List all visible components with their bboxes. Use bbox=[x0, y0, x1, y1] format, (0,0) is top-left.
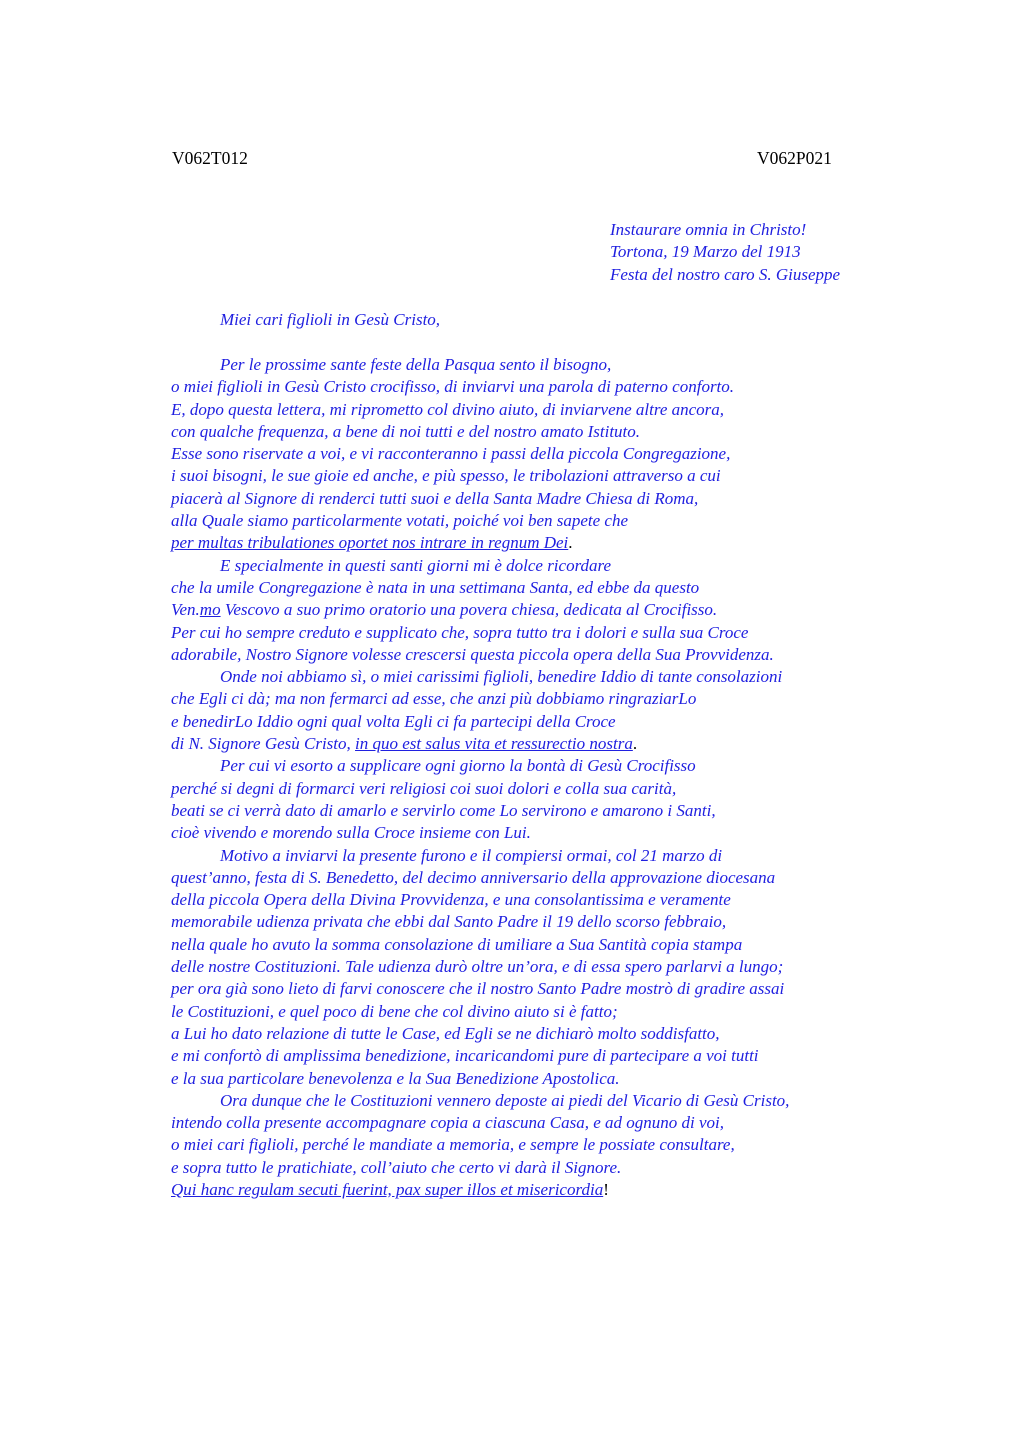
text-line: memorabile udienza privata che ebbi dal Santo Padre il 19 dello scorso febbraio, bbox=[171, 912, 727, 932]
text-line: che la umile Congregazione è nata in una settimana Santa, ed ebbe da questo bbox=[171, 577, 700, 597]
text-line: e benedirLo Iddio ogni qual volta Egli ci fa partecipi della Croce bbox=[171, 711, 616, 731]
text-line: Per cui vi esorto a supplicare ogni giorno la bontà di Gesù Crocifisso bbox=[220, 756, 696, 776]
text-line: e sopra tutto le pratichiate, coll’aiuto che certo vi darà il Signore. bbox=[171, 1157, 622, 1177]
text-line: cioè vivendo e morendo sulla Croce insieme con Lui. bbox=[171, 823, 531, 843]
text-line: con qualche frequenza, a bene di noi tutti e del nostro amato Istituto. bbox=[171, 421, 641, 441]
salutation: Miei cari figlioli in Gesù Cristo, bbox=[220, 310, 441, 329]
letter-heading bbox=[610, 219, 840, 286]
text-line: Esse sono riservate a voi, e vi racconteranno i passi della piccola Congregazione, bbox=[171, 444, 731, 464]
text-line: Per le prossime sante feste della Pasqua sento il bisogno, bbox=[220, 355, 612, 374]
text-line bbox=[171, 599, 891, 621]
text-line: o miei cari figlioli, perché le mandiate a memoria, e sempre le possiate consultare, bbox=[171, 1135, 735, 1155]
latin-quote: in quo est salus vita et ressurectio nostra bbox=[355, 734, 633, 754]
document-code-left: V062T012 bbox=[172, 148, 248, 168]
text-line: Onde noi abbiamo sì, o miei carissimi figlioli, benedire Iddio di tante consolazioni bbox=[220, 667, 783, 687]
text-line: piacerà al Signore di renderci tutti suoi e della Santa Madre Chiesa di Roma, bbox=[171, 488, 699, 508]
text-line: le Costituzioni, e quel poco di bene che col divino aiuto si è fatto; bbox=[171, 1001, 618, 1021]
text-line: perché si degni di formarci veri religiosi coi suoi dolori e colla sua carità, bbox=[171, 778, 677, 798]
text-line: a Lui ho dato relazione di tutte le Case, ed Egli se ne dichiarò molto soddisfatto, bbox=[171, 1023, 720, 1043]
text-line: Ora dunque che le Costituzioni vennero deposte ai piedi del Vicario di Gesù Cristo, bbox=[220, 1090, 790, 1110]
text-line: o miei figlioli in Gesù Cristo crocifisso, di inviarvi una parola di paterno conforto. bbox=[171, 377, 735, 397]
punctuation: . bbox=[568, 533, 573, 553]
text-line bbox=[171, 733, 891, 755]
text-line: i suoi bisogni, le sue gioie ed anche, e più spesso, le tribolazioni attraverso a cui bbox=[171, 466, 721, 486]
text-line: E, dopo questa lettera, mi riprometto col divino aiuto, di inviarvene altre ancora, bbox=[171, 399, 725, 419]
text-line: alla Quale siamo particolarmente votati, poiché voi ben sapete che bbox=[171, 511, 629, 531]
text-line: e mi confortò di amplissima benedizione, incaricandomi pure di partecipare a voi tutti bbox=[171, 1046, 759, 1066]
place-date-line: Tortona, 19 Marzo del 1913 bbox=[610, 242, 801, 262]
text-fragment: Ven. bbox=[171, 600, 200, 620]
text-line: nella quale ho avuto la somma consolazione di umiliare a Sua Santità copia stampa bbox=[171, 934, 743, 954]
text-line: intendo colla presente accompagnare copia a ciascuna Casa, e ad ognuno di voi, bbox=[171, 1113, 725, 1133]
punctuation: ! bbox=[603, 1179, 609, 1199]
text-line: e la sua particolare benevolenza e la Sua Benedizione Apostolica. bbox=[171, 1068, 620, 1088]
abbreviation-superscript: mo bbox=[199, 600, 221, 620]
text-line bbox=[171, 1179, 891, 1201]
latin-quote: per multas tribulationes oportet nos intrare in regnum Dei bbox=[171, 533, 569, 553]
punctuation: . bbox=[632, 734, 638, 754]
text-line: della piccola Opera della Divina Provvidenza, e una consolantissima e veramente bbox=[171, 890, 731, 910]
text-line: Motivo a inviarvi la presente furono e il compiersi ormai, col 21 marzo di bbox=[220, 845, 723, 865]
text-line: quest’anno, festa di S. Benedetto, del decimo anniversario della approvazione diocesana bbox=[171, 867, 776, 887]
motto-line: Instaurare omnia in Christo! bbox=[610, 220, 807, 239]
text-line: adorabile, Nostro Signore volesse crescersi questa piccola opera della Sua Provvidenza. bbox=[171, 644, 774, 664]
letter-body bbox=[171, 354, 891, 1201]
latin-quote: Qui hanc regulam secuti fuerint, pax super illos et misericordia bbox=[171, 1179, 604, 1199]
text-line: che Egli ci dà; ma non fermarci ad esse, che anzi più dobbiamo ringraziarLo bbox=[171, 689, 697, 709]
document-code-right: V062P021 bbox=[757, 148, 832, 168]
text-line: per ora già sono lieto di farvi conoscere che il nostro Santo Padre mostrò di gradire assai bbox=[171, 979, 785, 999]
text-fragment: di N. Signore Gesù Cristo, bbox=[171, 734, 356, 754]
text-fragment: Vescovo a suo primo oratorio una povera chiesa, dedicata al Crocifisso. bbox=[220, 600, 718, 620]
text-line: E specialmente in questi santi giorni mi è dolce ricordare bbox=[220, 555, 612, 575]
text-line: Per cui ho sempre creduto e supplicato che, sopra tutto tra i dolori e sulla sua Croce bbox=[171, 622, 749, 642]
text-line: delle nostre Costituzioni. Tale udienza durò oltre un’ora, e di essa spero parlarvi a lungo; bbox=[171, 957, 784, 977]
text-line bbox=[171, 532, 891, 554]
feast-line: Festa del nostro caro S. Giuseppe bbox=[610, 264, 841, 284]
text-line: beati se ci verrà dato di amarlo e servirlo come Lo servirono e amarono i Santi, bbox=[171, 800, 716, 820]
